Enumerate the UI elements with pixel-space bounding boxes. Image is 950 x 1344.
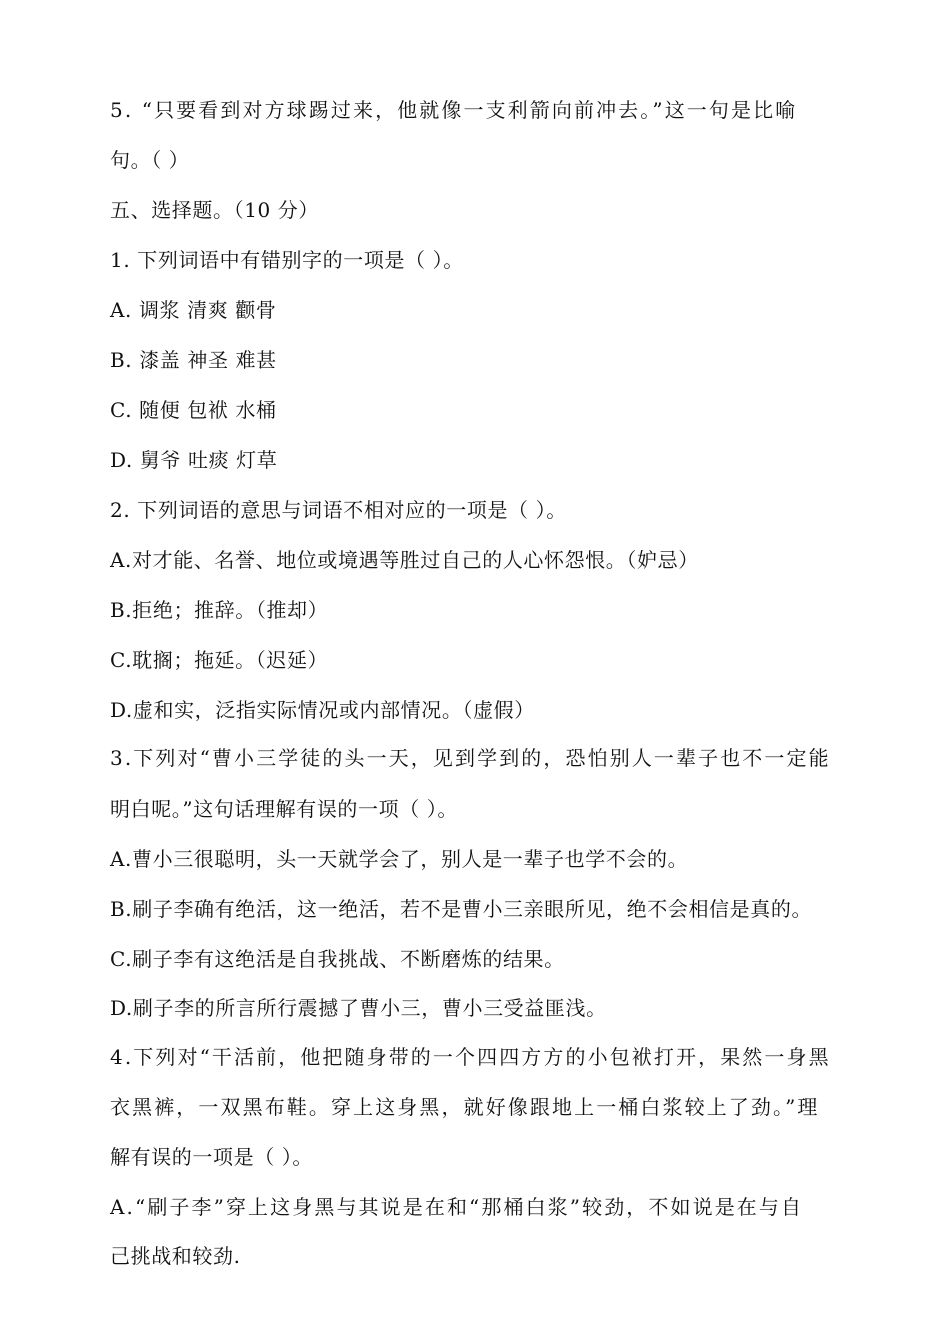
option-line: A. 调浆 清爽 颧骨 — [110, 298, 277, 322]
option-line: 己挑战和较劲. — [110, 1244, 241, 1268]
option-line: D.刷子李的所言所行震撼了曹小三，曹小三受益匪浅。 — [110, 996, 607, 1020]
question-stem: 3.下列对“曹小三学徒的头一天，见到学到的，恐怕别人一辈子也不一定能 — [110, 746, 831, 770]
question-stem: 2. 下列词语的意思与词语不相对应的一项是（ ）。 — [110, 498, 567, 522]
question-stem: 1. 下列词语中有错别字的一项是（ ）。 — [110, 248, 464, 272]
question-stem: 衣黑裤，一双黑布鞋。穿上这身黑，就好像跟地上一桶白浆较上了劲。”理 — [110, 1095, 820, 1119]
option-line: C.耽搁；拖延。（迟延） — [110, 648, 329, 672]
option-line: B.拒绝；推辞。（推却） — [110, 598, 329, 622]
option-line: B.刷子李确有绝活，这一绝活，若不是曹小三亲眼所见，绝不会相信是真的。 — [110, 897, 813, 921]
option-line: A.曹小三很聪明，头一天就学会了，别人是一辈子也学不会的。 — [110, 847, 689, 871]
question-stem: 4.下列对“干活前，他把随身带的一个四四方方的小包袱打开，果然一身黑 — [110, 1045, 831, 1069]
option-line: D.虚和实，泛指实际情况或内部情况。（虚假） — [110, 698, 535, 722]
option-line: C. 随便 包袱 水桶 — [110, 398, 277, 422]
option-line: D. 舅爷 吐痰 灯草 — [110, 448, 278, 472]
question-stem: 解有误的一项是（ ）。 — [110, 1145, 313, 1169]
text-line: 5. “只要看到对方球踢过来，他就像一支利箭向前冲去。”这一句是比喻 — [110, 98, 798, 122]
option-line: C.刷子李有这绝活是自我挑战、不断磨炼的结果。 — [110, 947, 565, 971]
text-line: 句。（ ） — [110, 148, 190, 172]
option-line: A.“刷子李”穿上这身黑与其说是在和“那桶白浆”较劲，不如说是在与自 — [110, 1195, 804, 1219]
option-line: B. 漆盖 神圣 难甚 — [110, 348, 277, 372]
option-line: A.对才能、名誉、地位或境遇等胜过自己的人心怀怨恨。（妒忌） — [110, 548, 699, 572]
question-stem: 明白呢。”这句话理解有误的一项（ ）。 — [110, 797, 458, 821]
section-heading: 五、选择题。（10 分） — [110, 198, 320, 222]
